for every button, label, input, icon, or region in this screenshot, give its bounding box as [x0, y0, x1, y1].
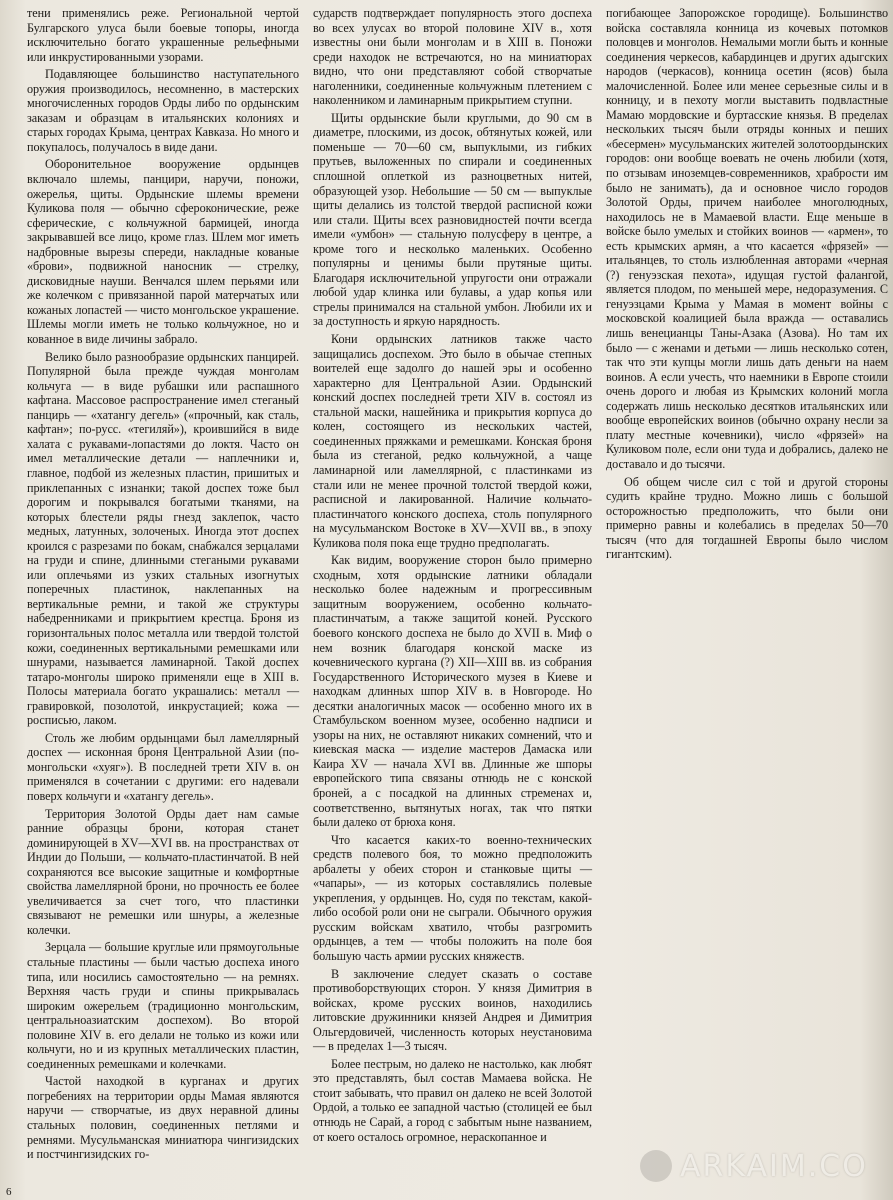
paragraph: Более пестрым, но далеко не настолько, как любят это представлять, был состав Мамаева войска. Не стоит забывать, что правил он далеко не всей Золотой Ордой, а только ее западной частью (столицей ее был отнюдь не Сарай, а город с забытым ныне названием, от коего осталось огромное, нераскопанное и: [313, 1056, 592, 1144]
paragraph: Щиты ордынские были круглыми, до 90 см в диаметре, плоскими, из досок, обтянутых кожей, или поменьше — 70—60 см, выпуклыми, из гибких прутьев, выложенных по спирали и соединенных сплошной оплеткой из разноцветных нитей, образующей узор. Небольшие — 50 см — выпуклые щиты делались из толстой твердой расписной кожи или стали. Щиты всех разновидностей почти всегда имели «умбон» — стальную полусферу в центре, а кроме того и несколько маленьких. Особенно популярны и ценимы были прутяные щиты. Благодаря исключительной упругости они отражали любой удар клинка или булавы, а удар копья или стрелы принимался на стальной умбон. Любили их и за доступность и яркую нарядность.: [313, 110, 592, 329]
text-column-middle: [313, 6, 592, 1147]
paragraph: Зерцала — большие круглые или прямоугольные стальные пластины — были частью доспеха иного типа, или носились самостоятельно — на ремнях. Верхняя часть груди и спины прикрывалась широким ожерельем (традиционно монгольским, центральноазиатским доспехом). Во второй половине XIV в. его делали не только из кожи или кольчуги, но и из крупных металлических пластин, соединенных ремешками и колечками.: [27, 940, 299, 1071]
watermark-logo-icon: [640, 1150, 672, 1182]
text-column-left: [27, 6, 299, 1165]
paragraph: тени применялись реже. Региональной чертой Булгарского улуса были боевые топоры, иногда исключительно богато украшенные рельефными или инкрустированными узорами.: [27, 6, 299, 64]
paragraph: Частой находкой в курганах и других погребениях на территории орды Мамая являются наручи — створчатые, из двух неравной длины стальных половин, соединенных петлями и ремнями. Мусульманская миниатюра чингизидских и постчингизидских го-: [27, 1074, 299, 1162]
paragraph: погибающее Запорожское городище). Большинство войска составляла конница из кочевых потомков половцев и монголов. Немалыми могли быть и конные соединения черкесов, кабардинцев и других адыгских народов (черкасов), конница осетин (ясов) была малочисленной. Более или менее серьезные силы и в конницу, и в пехоту могли выставить подвластные Мамаю мордовские и буртасские князья. В пределах нескольких тысяч были отряды конных и пеших «бесермен» мусульманских жителей золотоордынских городов: они вообще воевать не очень любили (хотя, по отзывам иноземцев-современников, храбрости им было не занимать), да и основное число городов Золотой Орды, причем наиболее многолюдных, находилось не в Мамаевой власти. Еще меньше в войске было умелых и стойких воинов — «армен», то есть крымских армян, а что касается «фрязей» — итальянцев, то столь излюбленная авторами «черная (?) генуэзская пехота», идущая густой фалангой, является плодом, по меньшей мере, недоразумения. С генуэзцами Крыма у Мамая в момент войны с московской коалицией была вражда — оставались лишь венецианцы Таны-Азака (Азова). Но там их было — с женами и детьми — лишь несколько сотен, так что эти купцы могли лишь дать деньги на наем воинов. А если учесть, что наемники в Европе стоили очень дорого и любая из Крымских колоний могла содержать лишь несколько десятков итальянских или вообще европейских воинов (обычно охрану несли за плату местные кочевники), число «фрязей» на Куликовом поле, если они туда и добрались, далеко не доставало и до тысячи.: [606, 6, 888, 471]
paragraph: Велико было разнообразие ордынских панцирей. Популярной была прежде чуждая монголам кольчуга — в виде рубашки или распашного кафтана. Массовое распространение имел стеганый панцирь — «хатангу дегель» («прочный, как сталь, кафтан»; по-русс. «тегиляй»), кроившийся в виде халата с рукавами-лопастями до локтя. Часто он имел металлические детали — наплечники и, главное, подбой из железных пластин, пришитых и приклепанных с изнанки; такой доспех тоже был дорогим и покрывался богатыми тканями, на которых блестели ряды гнезд заклепок, часто медных, латунных, золоченых. Иногда этот доспех кроился с разрезами по бокам, снабжался зерцалами на груди и спине, длинными стегаными рукавами или оплечьями из узких стальных изогнутых поперечных пластинок, наклепанных на вертикальные ремни, и такой же структуры набедренниками и прикрытием крестца. Броня из горизонтальных полос металла или твердой толстой кожи, соединенных вертикальными ремешками или шнурами, называется ламинарной. Такой доспех татаро-монголы широко применяли еще в XIII в. Полосы материала богато украшались: металл — гравировкой, позолотой, инкрустацией; кожа — росписью, лаком.: [27, 349, 299, 728]
text-column-right: [606, 6, 888, 565]
paragraph: Подавляющее большинство наступательного оружия производилось, несомненно, в мастерских многочисленных городов Орды либо по ордынским заказам и образцам в итальянских колониях и старых городах Крыма, центрах Кавказа. Но много и покупалось, получалось в виде дани.: [27, 67, 299, 154]
paragraph: Кони ордынских латников также часто защищались доспехом. Это было в обычае степных воителей еще задолго до нашей эры и особенно характерно для Центральной Азии. Ордынский конский доспех последней трети XIV в. состоял из стальной маски, нашейника и прикрытия корпуса до колен, состоящего из нескольких частей, соединенных пряжками и ремешками. Конская броня была из стеганой, редко кольчужной, а чаще ламинарной или ламеллярной, с пластинками из стали или не менее прочной толстой твердой кожи, расписной и лакированной. Наличие кольчато-пластинчатого конского доспеха, столь популярного на мусульманском Востоке в XV—XVII вв., в эпоху Куликова поля пока еще трудно предполагать.: [313, 332, 592, 550]
paragraph: Об общем числе сил с той и другой стороны судить крайне трудно. Можно лишь с большой осторожностью предположить, что были они примерно равны и колебались в пределах 50—70 тысяч (что для тогдашней Европы было числом гигантским).: [606, 474, 888, 562]
paragraph: Как видим, вооружение сторон было примерно сходным, хотя ордынские латники обладали несколько более надежным и прогрессивным защитным вооружением, особенно кольчато-пластинчатым, а также защитой коней. Русского боевого конского доспеха не было до XVII в. Миф о нем возник благодаря конской маске из кочевнического кургана (?) XII—XIII вв. из собрания Государственного Исторического музея в Киеве и находкам длинных шпор XIV в. в Новгороде. Но десятки аналогичных масок — особенно много их в Стамбульском военном музее, особенно надписи и узоры на них, не оставляют никаких сомнений, что и киевская маска — изделие мастеров Дамаска или Каира XV — начала XVI вв. Длинные же шпоры европейского типа связаны отнюдь не с конской броней, а с посадкой на длинных стременах и, соответственно, вытянутых ногах, так что пятки были далеко от брюха коня.: [313, 553, 592, 830]
watermark-text: ARKAIM.CO: [680, 1148, 868, 1184]
watermark: [640, 1146, 890, 1186]
paragraph: Что касается каких-то военно-технических средств полевого боя, то можно предположить арбалеты у обеих сторон и станковые щиты — «чапары», — из которых составлялись полевые укрепления, у ордынцев. Но, судя по текстам, какой-либо особой роли они не сыграли. Обычного оружия русским войскам хватило, чтобы разгромить ордынцев, а тем — чтобы положить на поле боя большую часть армии русских княжеств.: [313, 832, 592, 963]
paragraph: сударств подтверждает популярность этого доспеха во всех улусах во второй половине XIV в., хотя известны они были монголам и в XIII в. Поножи среди находок не встречаются, но на миниатюрах видно, что они представляют собой створчатые наголенники, соединенные кольчужным плетением с наколенником и ламинарным прикрытием ступни.: [313, 6, 592, 108]
paragraph: В заключение следует сказать о составе противоборствующих сторон. У князя Димитрия в войсках, кроме русских воинов, находились литовские дружинники князей Андрея и Димитрия Ольгердовичей, численность которых неустановима — в пределах 1—3 тысяч.: [313, 966, 592, 1054]
paragraph: Территория Золотой Орды дает нам самые ранние образцы брони, которая станет доминирующей в XV—XVI вв. на пространствах от Индии до Польши, — кольчато-пластинчатой. В ней сохраняются все высокие защитные и комфортные свойства ламеллярной брони, но прочность ее более увеличивается за счет того, что пластинки связывают не ремешки или шнуры, а железные колечки.: [27, 806, 299, 937]
paragraph: Столь же любим ордынцами был ламеллярный доспех — исконная броня Центральной Азии (по-монгольски «хуяг»). В последней трети XIV в. он применялся в сочетании с другими: его надевали поверх кольчуги и «хатангу дегель».: [27, 730, 299, 803]
page-number: 6: [6, 1186, 12, 1198]
paragraph: Оборонительное вооружение ордынцев включало шлемы, панцири, наручи, поножи, ожерелья, щиты. Ордынские шлемы времени Куликова поля — обычно сфероконические, реже сферические, с кольчужной бармицей, иногда закрывавшей все лицо, кроме глаз. Шлем мог иметь надбровные вырезы спереди, накладные кованые «брови», подвижной наносник — стрелку, дисковидные науши. Венчался шлем перьями или же колечком с привязанной парой матерчатых или кожаных лопастей — чисто монгольское украшение. Шлемы могли иметь не только кольчужное, но и кованное в виде личины забрало.: [27, 157, 299, 347]
